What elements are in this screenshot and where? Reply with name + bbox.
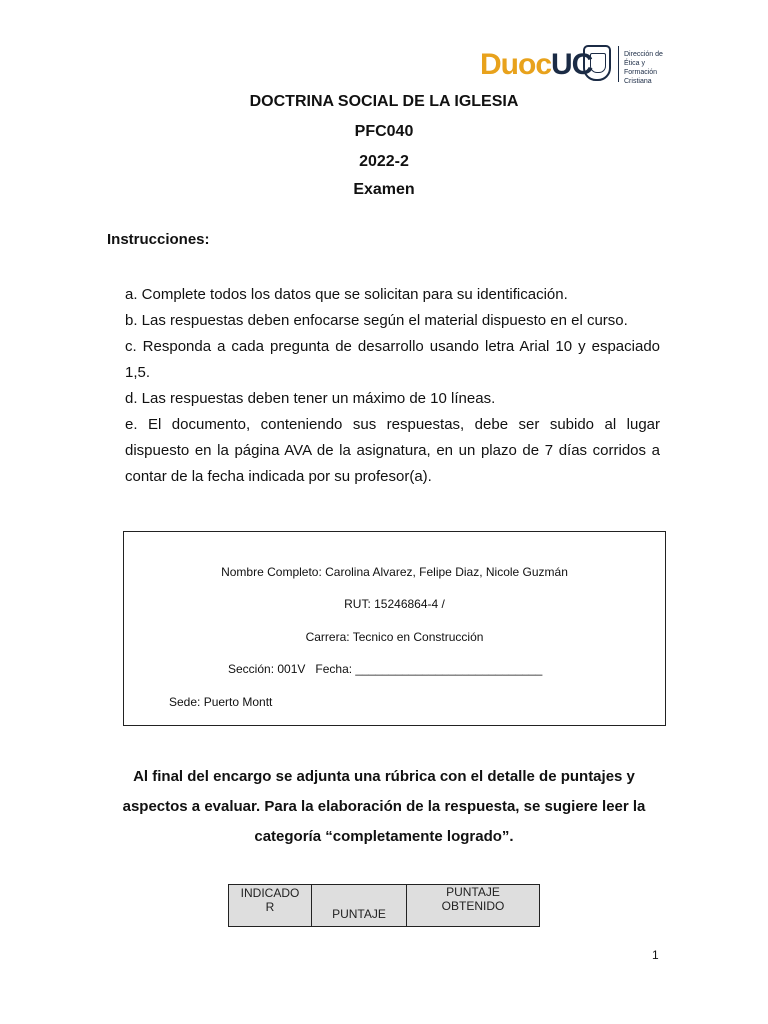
rubric-note: Al final del encargo se adjunta una rúbrica con el detalle de puntajes y aspectos a evaluar. Para la elaboración de la respuesta, se sugiere leer la categoría “completamente logrado”. [122,768,646,845]
rubric-header-obtenido: PUNTAJE OBTENIDO [407,885,540,927]
logo-divider [618,46,619,82]
course-name: DOCTRINA SOCIAL DE LA IGLESIA [249,93,519,110]
campus: Sede: Puerto Montt [169,695,273,709]
exam-type: Examen [353,181,415,198]
logo-duoc-text: Duoc [480,48,551,81]
instruction-item-b: b. Las respuestas deben enfocarse según el material dispuesto en el curso. [125,312,628,329]
instruction-item-c: c. Responda a cada pregunta de desarrollo usando letra Arial 10 y espaciado 1,5. [125,338,660,381]
student-names: Nombre Completo: Carolina Alvarez, Felipe Diaz, Nicole Guzmán [221,565,568,579]
rubric-header-puntaje: PUNTAJE [312,885,407,927]
logo-wordmark [480,50,592,80]
section-date: Sección: 001V Fecha: ____________________________ [228,662,543,676]
rubric-table [228,884,540,927]
instruction-item-d: d. Las respuestas deben tener un máximo de 10 líneas. [125,390,496,407]
duocuc-logo [480,44,680,88]
university-seal-icon [583,45,611,81]
logo-unit-text: Dirección de Ética y Formación Cristiana [624,51,663,85]
student-rut: RUT: 15246864-4 / [344,597,445,611]
instructions-list [125,282,660,490]
rubric-header-indicador: INDICADO R [229,885,312,927]
logo-uc-text: UC [551,48,593,81]
identification-box [123,531,666,726]
table-row [229,885,540,927]
term: 2022-2 [359,153,409,170]
course-code: PFC040 [354,123,414,140]
instruction-item-e: e. El documento, conteniendo sus respuestas, debe ser subido al lugar dispuesto en la página AVA de la asignatura, en un plazo de 7 días corridos a contar de la fecha indicada por su profesor(a). [125,416,660,485]
instruction-item-a: a. Complete todos los datos que se solicitan para su identificación. [125,286,568,303]
student-career: Carrera: Tecnico en Construcción [305,630,484,644]
page-number: 1 [652,948,659,962]
instructions-label: Instrucciones: [107,231,210,248]
